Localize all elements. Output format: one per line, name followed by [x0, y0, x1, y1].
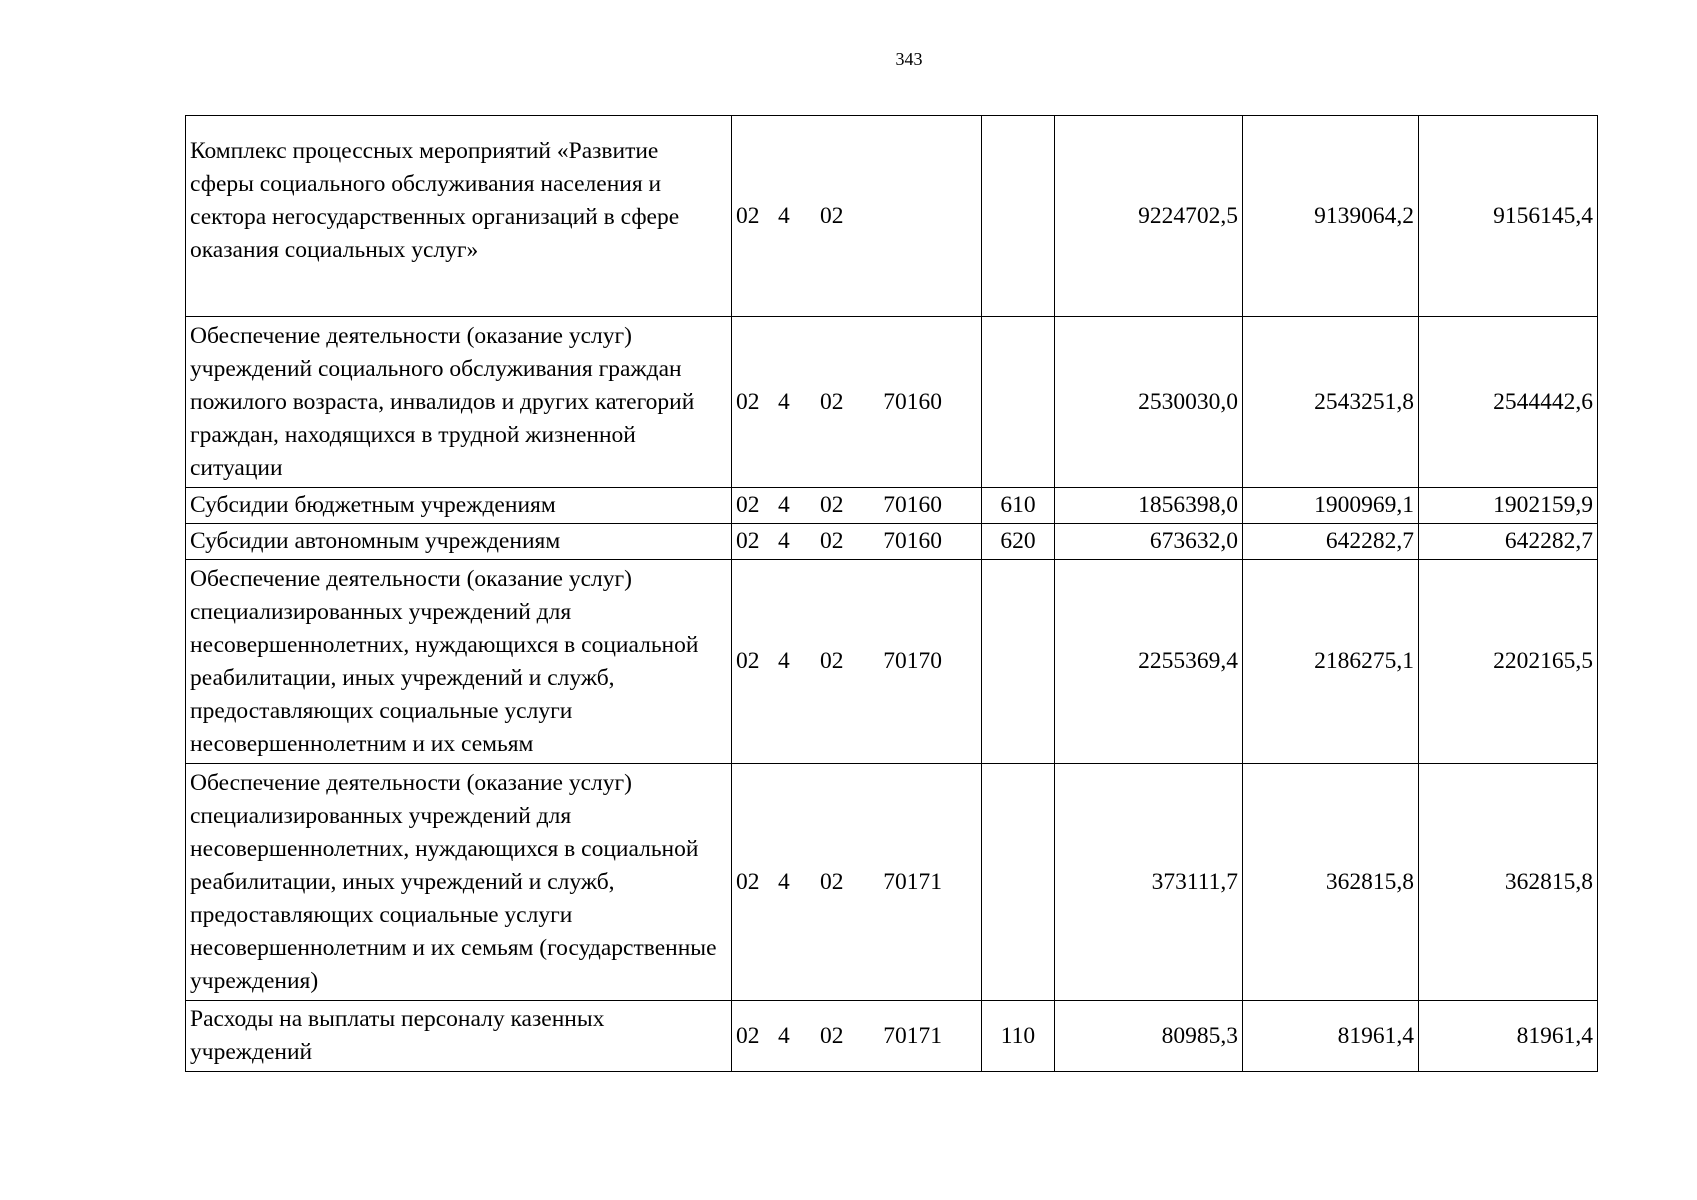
amount-year-1-cell: 673632,0	[1055, 524, 1243, 560]
direction-code: 70160	[883, 388, 942, 415]
program-code: 02	[736, 1022, 760, 1049]
amount-year-2-cell: 362815,8	[1243, 764, 1419, 1001]
amount-year-3-cell: 1902159,9	[1419, 488, 1598, 524]
subprogram-code: 4	[778, 868, 790, 895]
program-code: 02	[736, 868, 760, 895]
table-row	[186, 524, 1598, 560]
table-row	[186, 560, 1598, 764]
subprogram-code: 4	[778, 492, 790, 518]
amount-year-2-cell: 642282,7	[1243, 524, 1419, 560]
expense-name-cell: Субсидии автономным учреждениям	[186, 524, 732, 560]
classification-code-cell	[732, 317, 982, 488]
amount-year-1-cell: 1856398,0	[1055, 488, 1243, 524]
amount-year-1-cell: 9224702,5	[1055, 116, 1243, 317]
subprogram-code: 4	[778, 528, 790, 554]
amount-year-3-cell: 642282,7	[1419, 524, 1598, 560]
classification-code-cell	[732, 1001, 982, 1072]
expense-name-cell: Обеспечение деятельности (оказание услуг) специализированных учреждений для несовершеннолетних, нуждающихся в социальной реабилитации, иных учреждений и служб, предоставляющих социальные услуги несовершеннолетним и их семьям	[186, 560, 732, 764]
subprogram-code: 4	[778, 202, 790, 229]
activity-code: 02	[820, 492, 844, 518]
expense-name-cell: Обеспечение деятельности (оказание услуг) учреждений социального обслуживания граждан пожилого возраста, инвалидов и других категорий граждан, находящихся в трудной жизненной ситуации	[186, 317, 732, 488]
amount-year-3-cell: 2544442,6	[1419, 317, 1598, 488]
program-code: 02	[736, 202, 760, 229]
classification-code-cell	[732, 764, 982, 1001]
expense-name-cell: Расходы на выплаты персоналу казенных учреждений	[186, 1001, 732, 1072]
subprogram-code: 4	[778, 388, 790, 415]
direction-code: 70160	[883, 528, 942, 554]
table-row	[186, 1001, 1598, 1072]
classification-code-cell	[732, 560, 982, 764]
expense-type-cell: 610	[982, 488, 1055, 524]
classification-code-cell	[732, 524, 982, 560]
classification-code-cell	[732, 488, 982, 524]
activity-code: 02	[820, 202, 844, 229]
subprogram-code: 4	[778, 648, 790, 674]
budget-table	[185, 115, 1598, 1072]
activity-code: 02	[820, 528, 844, 554]
amount-year-1-cell: 2255369,4	[1055, 560, 1243, 764]
activity-code: 02	[820, 388, 844, 415]
amount-year-1-cell: 80985,3	[1055, 1001, 1243, 1072]
subprogram-code: 4	[778, 1022, 790, 1049]
direction-code: 70171	[883, 1022, 942, 1049]
page-number: 343	[895, 49, 923, 69]
program-code: 02	[736, 492, 760, 518]
amount-year-3-cell: 362815,8	[1419, 764, 1598, 1001]
classification-code-cell	[732, 116, 982, 317]
amount-year-1-cell: 2530030,0	[1055, 317, 1243, 488]
expense-name-cell: Обеспечение деятельности (оказание услуг) специализированных учреждений для несовершеннолетних, нуждающихся в социальной реабилитации, иных учреждений и служб, предоставляющих социальные услуги несовершеннолетним и их семьям (государственные учреждения)	[186, 764, 732, 1001]
activity-code: 02	[820, 1022, 844, 1049]
expense-type-cell	[982, 764, 1055, 1001]
direction-code: 70160	[883, 492, 942, 518]
expense-type-cell: 110	[982, 1001, 1055, 1072]
expense-type-cell	[982, 560, 1055, 764]
amount-year-3-cell: 9156145,4	[1419, 116, 1598, 317]
program-code: 02	[736, 528, 760, 554]
expense-type-cell: 620	[982, 524, 1055, 560]
amount-year-3-cell: 81961,4	[1419, 1001, 1598, 1072]
table-row	[186, 116, 1598, 317]
program-code: 02	[736, 648, 760, 674]
amount-year-3-cell: 2202165,5	[1419, 560, 1598, 764]
amount-year-2-cell: 2543251,8	[1243, 317, 1419, 488]
activity-code: 02	[820, 648, 844, 674]
activity-code: 02	[820, 868, 844, 895]
expense-name-cell: Комплекс процессных мероприятий «Развитие сферы социального обслуживания населения и сектора негосударственных организаций в сфере оказания социальных услуг»	[186, 116, 732, 317]
amount-year-2-cell: 1900969,1	[1243, 488, 1419, 524]
direction-code: 70171	[883, 868, 942, 895]
amount-year-2-cell: 81961,4	[1243, 1001, 1419, 1072]
expense-type-cell	[982, 116, 1055, 317]
program-code: 02	[736, 388, 760, 415]
expense-name-cell: Субсидии бюджетным учреждениям	[186, 488, 732, 524]
amount-year-2-cell: 2186275,1	[1243, 560, 1419, 764]
expense-type-cell	[982, 317, 1055, 488]
direction-code: 70170	[883, 648, 942, 674]
table-row	[186, 764, 1598, 1001]
amount-year-1-cell: 373111,7	[1055, 764, 1243, 1001]
amount-year-2-cell: 9139064,2	[1243, 116, 1419, 317]
table-row	[186, 488, 1598, 524]
table-row	[186, 317, 1598, 488]
